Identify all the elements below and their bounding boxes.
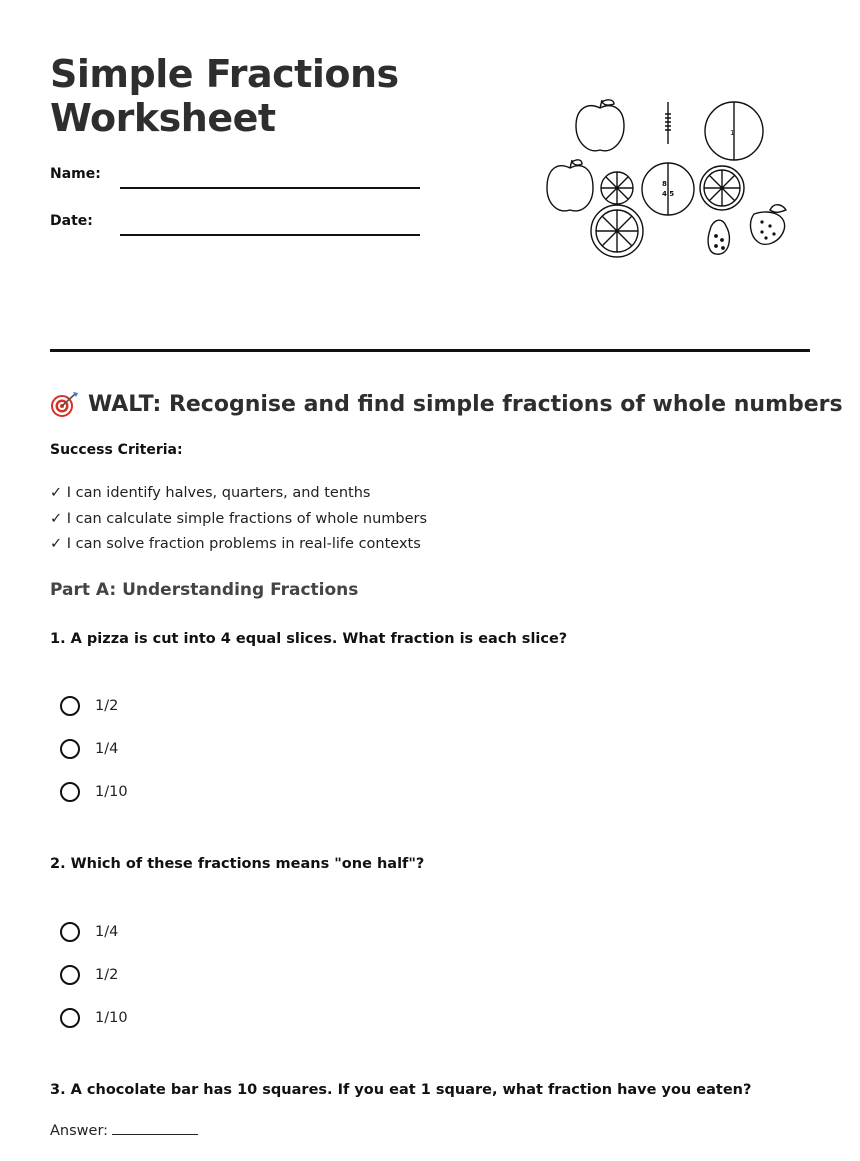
radio-button[interactable] — [60, 965, 80, 985]
answer-label: Answer: — [50, 1123, 109, 1139]
q2-option-3[interactable] — [60, 1008, 128, 1028]
q2-option-1[interactable] — [60, 922, 118, 942]
svg-text:8: 8 — [662, 180, 667, 188]
numbered-circle-icon — [642, 163, 694, 215]
radio-button[interactable] — [60, 696, 80, 716]
strawberry-icon — [751, 205, 786, 245]
criteria-item: ✓ I can calculate simple fractions of whole numbers — [50, 510, 428, 527]
option-label: 1/4 — [95, 924, 119, 940]
success-criteria-list — [50, 483, 427, 560]
orange-slice-icon — [700, 166, 744, 210]
radio-button[interactable] — [60, 922, 80, 942]
answer-row — [50, 1123, 198, 1139]
stick-icon — [665, 102, 671, 144]
question-3: 3. A chocolate bar has 10 squares. If you eat 1 square, what fraction have you eaten? — [50, 1082, 752, 1098]
walt-heading — [50, 390, 843, 418]
half-circle-icon — [705, 102, 763, 160]
question-2: 2. Which of these fractions means "one half"? — [50, 856, 425, 872]
q1-option-1[interactable] — [60, 696, 118, 716]
option-label: 1/4 — [95, 741, 119, 757]
svg-text:4 5: 4 5 — [662, 190, 675, 198]
answer-field[interactable] — [112, 1134, 198, 1135]
criteria-item: ✓ I can solve fraction problems in real-life contexts — [50, 536, 421, 552]
name-field[interactable] — [120, 187, 420, 189]
criteria-item: ✓ I can identify halves, quarters, and tenths — [50, 485, 371, 501]
option-label: 1/10 — [95, 1010, 128, 1026]
target-icon — [50, 390, 80, 418]
radio-button[interactable] — [60, 782, 80, 802]
question-1: 1. A pizza is cut into 4 equal slices. What fraction is each slice? — [50, 631, 568, 647]
fruit-fractions-icon — [540, 96, 800, 266]
fruit-piece-icon — [708, 220, 729, 254]
radio-button[interactable] — [60, 1008, 80, 1028]
svg-text:1: 1 — [730, 129, 735, 137]
eighths-circle-icon — [601, 172, 633, 204]
option-label: 1/2 — [95, 967, 119, 983]
part-a-heading: Part A: Understanding Fractions — [50, 580, 359, 600]
orange-slice-icon — [591, 205, 643, 257]
title-line-2: Worksheet — [50, 96, 276, 140]
q1-option-2[interactable] — [60, 739, 118, 759]
option-label: 1/10 — [95, 784, 128, 800]
apple-icon — [547, 160, 593, 211]
radio-button[interactable] — [60, 739, 80, 759]
apple-icon — [576, 100, 624, 151]
option-label: 1/2 — [95, 698, 119, 714]
title-line-1: Simple Fractions — [50, 52, 399, 96]
q2-option-2[interactable] — [60, 965, 118, 985]
worksheet-title — [50, 52, 399, 140]
success-criteria-label: Success Criteria: — [50, 442, 183, 458]
section-divider — [50, 349, 810, 352]
date-label: Date: — [50, 213, 93, 229]
name-label: Name: — [50, 166, 101, 182]
walt-text: WALT: Recognise and find simple fractions of whole numbers — [88, 391, 843, 417]
date-field[interactable] — [120, 234, 420, 236]
q1-option-3[interactable] — [60, 782, 128, 802]
